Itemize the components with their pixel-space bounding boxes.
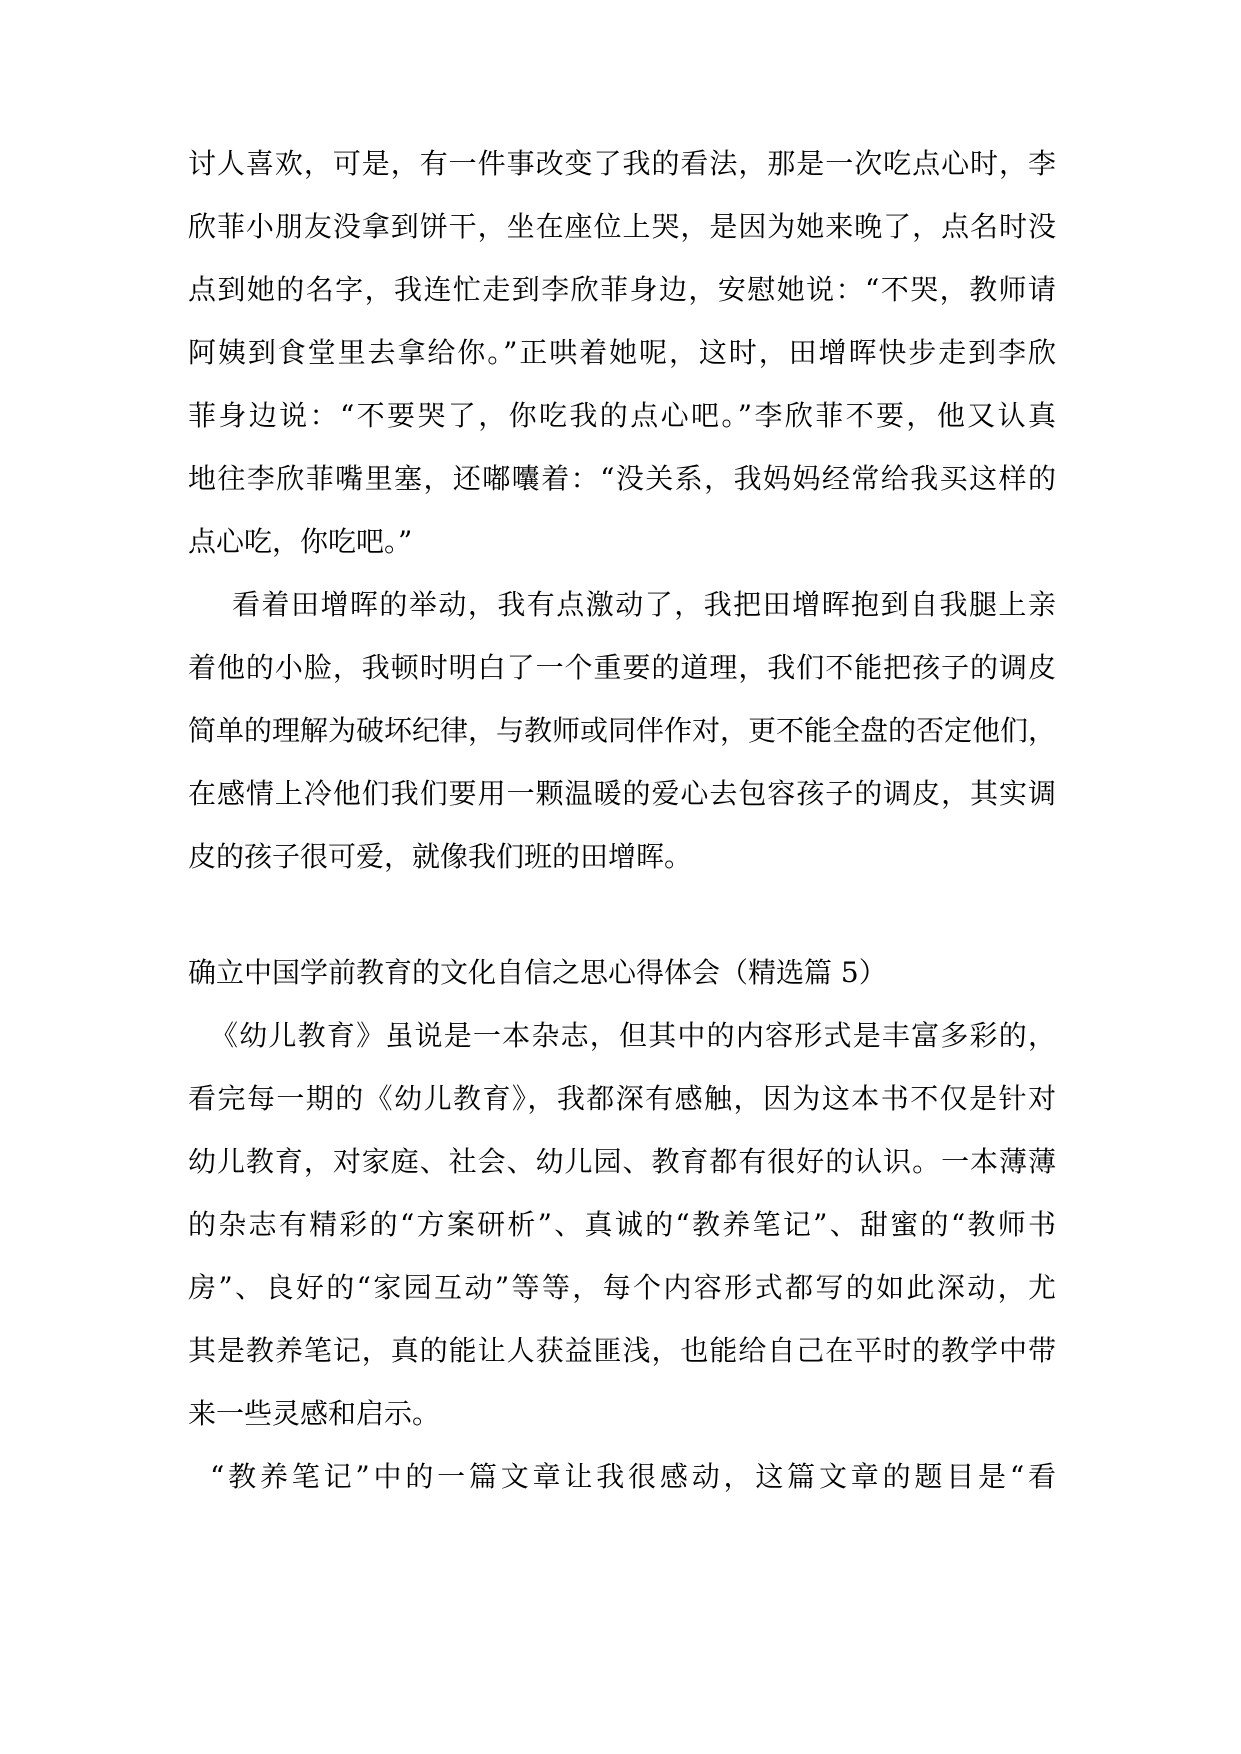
paragraph-line: 《幼儿教育》虽说是一本杂志，但其中的内容形式是丰富多彩的， [210, 1019, 1056, 1052]
paragraph-line: 讨人喜欢，可是，有一件事改变了我的看法，那是一次吃点心时，李 [188, 147, 1056, 180]
paragraph-line: 来一些灵感和启示。 [188, 1397, 441, 1430]
paragraph-line: 点心吃，你吃吧。” [188, 525, 413, 558]
paragraph-line: 房”、良好的“家园互动”等等，每个内容形式都写的如此深动，尤 [188, 1271, 1056, 1304]
paragraph-line: 欣菲小朋友没拿到饼干，坐在座位上哭，是因为她来晚了，点名时没 [188, 210, 1056, 243]
paragraph-line: 菲身边说：“不要哭了，你吃我的点心吧。”李欣菲不要，他又认真 [188, 399, 1056, 432]
paragraph-line: 阿姨到食堂里去拿给你。”正哄着她呢，这时，田增晖快步走到李欣 [188, 336, 1056, 369]
paragraph-line: 其是教养笔记，真的能让人获益匪浅，也能给自己在平时的教学中带 [188, 1334, 1056, 1367]
paragraph-line: 皮的孩子很可爱，就像我们班的田增晖。 [188, 840, 693, 873]
paragraph-line: 点到她的名字，我连忙走到李欣菲身边，安慰她说：“不哭，教师请 [188, 273, 1056, 306]
paragraph-line: “教养笔记”中的一篇文章让我很感动，这篇文章的题目是“看 [210, 1460, 1056, 1493]
paragraph-line: 在感情上冷他们我们要用一颗温暖的爱心去包容孩子的调皮，其实调 [188, 777, 1056, 810]
paragraph-line: 看着田增晖的举动，我有点激动了，我把田增晖抱到自我腿上亲 [232, 588, 1056, 621]
paragraph-line: 着他的小脸，我顿时明白了一个重要的道理，我们不能把孩子的调皮 [188, 651, 1056, 684]
paragraph-line: 地往李欣菲嘴里塞，还嘟囔着：“没关系，我妈妈经常给我买这样的 [188, 462, 1056, 495]
paragraph-line: 看完每一期的《幼儿教育》，我都深有感触，因为这本书不仅是针对 [188, 1082, 1056, 1115]
paragraph-line: 幼儿教育，对家庭、社会、幼儿园、教育都有很好的认识。一本薄薄 [188, 1145, 1056, 1178]
paragraph-line: 的杂志有精彩的“方案研析”、真诚的“教养笔记”、甜蜜的“教师书 [188, 1208, 1056, 1241]
paragraph-line: 简单的理解为破坏纪律，与教师或同伴作对，更不能全盘的否定他们， [188, 714, 1057, 747]
section-title: 确立中国学前教育的文化自信之思心得体会（精选篇 5） [188, 956, 887, 989]
